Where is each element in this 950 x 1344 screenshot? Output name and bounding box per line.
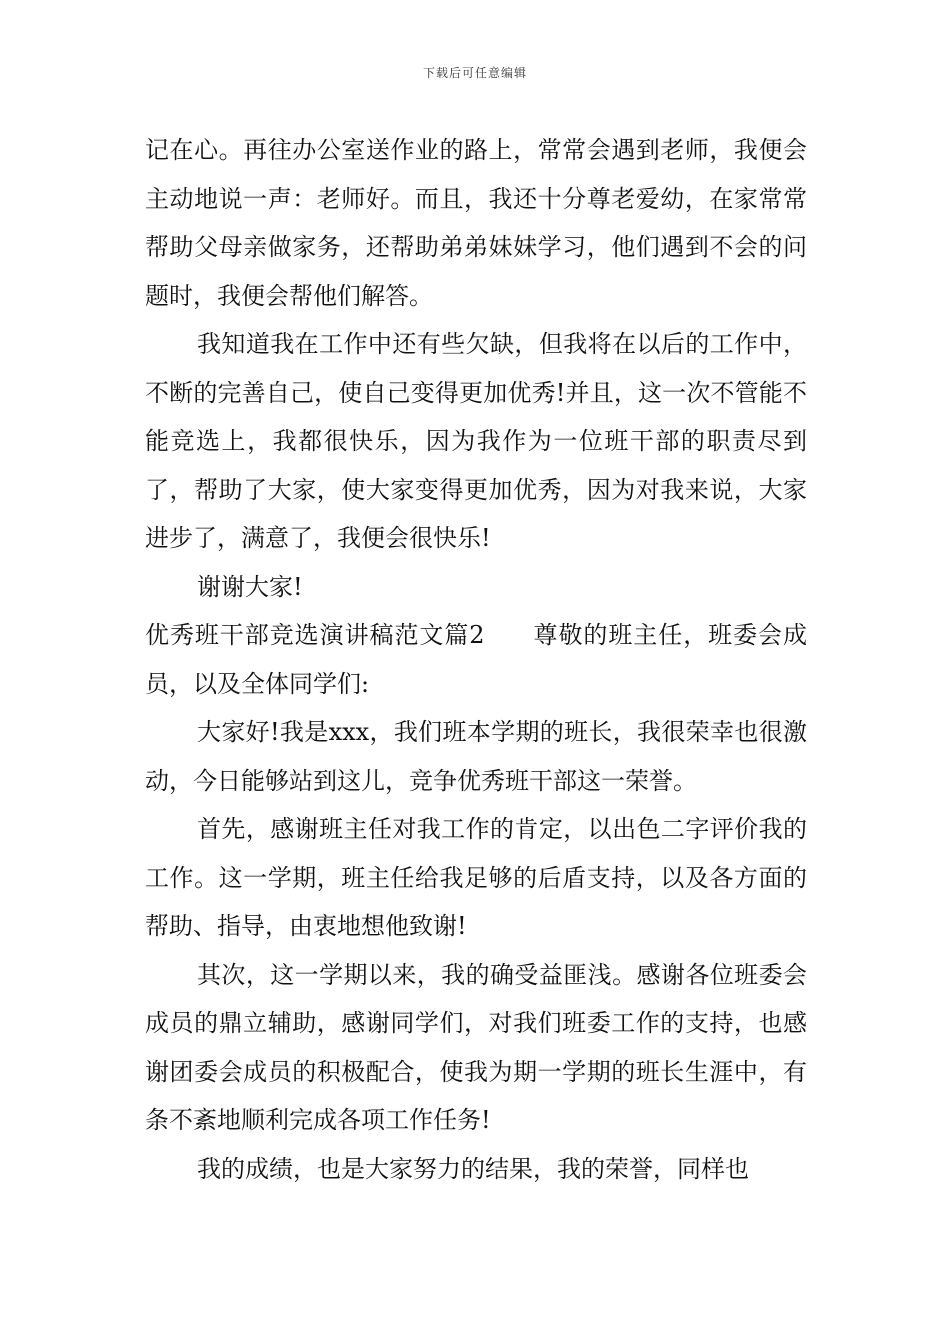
paragraph-6: 首先，感谢班主任对我工作的肯定，以出色二字评价我的工作。这一学期，班主任给我足够的后盾支持，以及各方面的帮助、指导，由衷地想他致谢! [145,815,807,940]
section-title: 优秀班干部竞选演讲稿范文篇2 [145,621,485,649]
paragraph-8: 我的成绩，也是大家努力的结果，我的荣誉，同样也 [197,1154,749,1183]
page-header: 下载后可任意编辑 [422,66,527,80]
paragraph-2: 我知道我在工作中还有些欠缺，但我将在以后的工作中，不断的完善自己，使自己变得更加优秀!并且，这一次不管能不能竞选上，我都很快乐，因为我作为一位班干部的职责尽到了，帮助了大家，使大家变得更加优秀，因为对我来说，大家进步了，满意了，我便会很快乐! [145,330,807,552]
section-heading [145,611,807,708]
document-body [145,126,807,1193]
salutation: 尊敬的班主任，班委会成员，以及全体同学们: [145,621,807,698]
paragraph-1: 记在心。再往办公室送作业的路上，常常会遇到老师，我便会主动地说一声：老师好。而且，我还十分尊老爱幼，在家常常帮助父母亲做家务，还帮助弟弟妹妹学习，他们遇到不会的问题时，我便会帮他们解答。 [145,136,807,310]
paragraph-3: 谢谢大家! [197,572,303,601]
paragraph-7: 其次，这一学期以来，我的确受益匪浅。感谢各位班委会成员的鼎立辅助，感谢同学们，对我们班委工作的支持，也感谢团委会成员的积极配合，使我为期一学期的班长生涯中，有条不紊地顺利完成各项工作任务! [145,960,807,1134]
paragraph-5: 大家好!我是xxx，我们班本学期的班长，我很荣幸也很激动，今日能够站到这儿，竞争优秀班干部这一荣誉。 [145,718,807,795]
